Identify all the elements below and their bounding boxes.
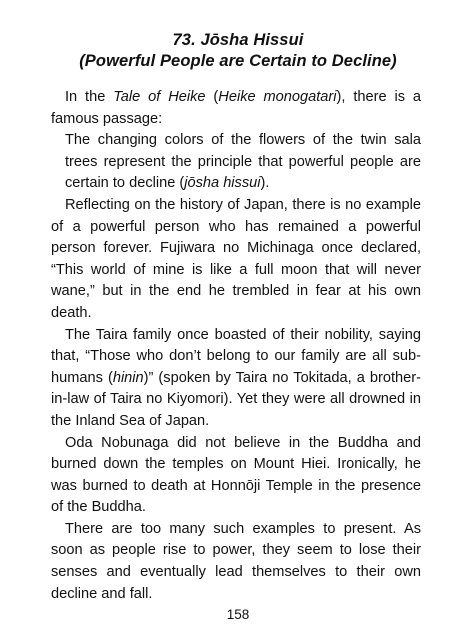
section-subtitle: (Powerful People are Certain to Decline) <box>79 52 397 70</box>
paragraph-conclusion: There are too many such examples to present. As soon as people rise to power, they seem to lose their senses and eventually lead themselves to their own decline and fall. <box>51 520 421 602</box>
section-title: 73. Jōsha Hissui <box>172 31 304 49</box>
page-number: 158 <box>226 607 250 622</box>
block-quote: The changing colors of the flowers of the twin sala trees represent the principle that powerful people are certain to decline (jōsha hissui). <box>65 132 421 192</box>
japanese-term: jōsha hissui <box>184 175 261 192</box>
japanese-term: hinin <box>112 369 144 386</box>
paragraph-intro: In the Tale of Heike (Heike monogatari), there is a famous passage: <box>51 89 422 127</box>
paragraph-nobunaga: Oda Nobunaga did not believe in the Buddha and burned down the temples on Mount Hiei. Ironically, he was burned to death at Honnōji Temple in the presence of the Buddha. <box>51 434 421 516</box>
paragraph-history: Reflecting on the history of Japan, there is no example of a powerful person who has remained a powerful person forever. Fujiwara no Michinaga once declared, “This world of mine is like a full moon that will never wane,” but in the end he trembled in fear at his own death. <box>51 196 421 321</box>
title-reference: Tale of Heike <box>113 89 206 105</box>
paragraph-taira: The Taira family once boasted of their nobility, saying that, “Those who don’t belong to our family are all sub-humans (hinin)” (spoken by Taira no Tokitada, a brother-in-law of Taira no Kiyomori). Yet they were all drowned in the Inland Sea of Japan. <box>51 326 421 429</box>
body-text <box>51 87 421 605</box>
japanese-title-reference: Heike monogatari <box>218 89 337 105</box>
